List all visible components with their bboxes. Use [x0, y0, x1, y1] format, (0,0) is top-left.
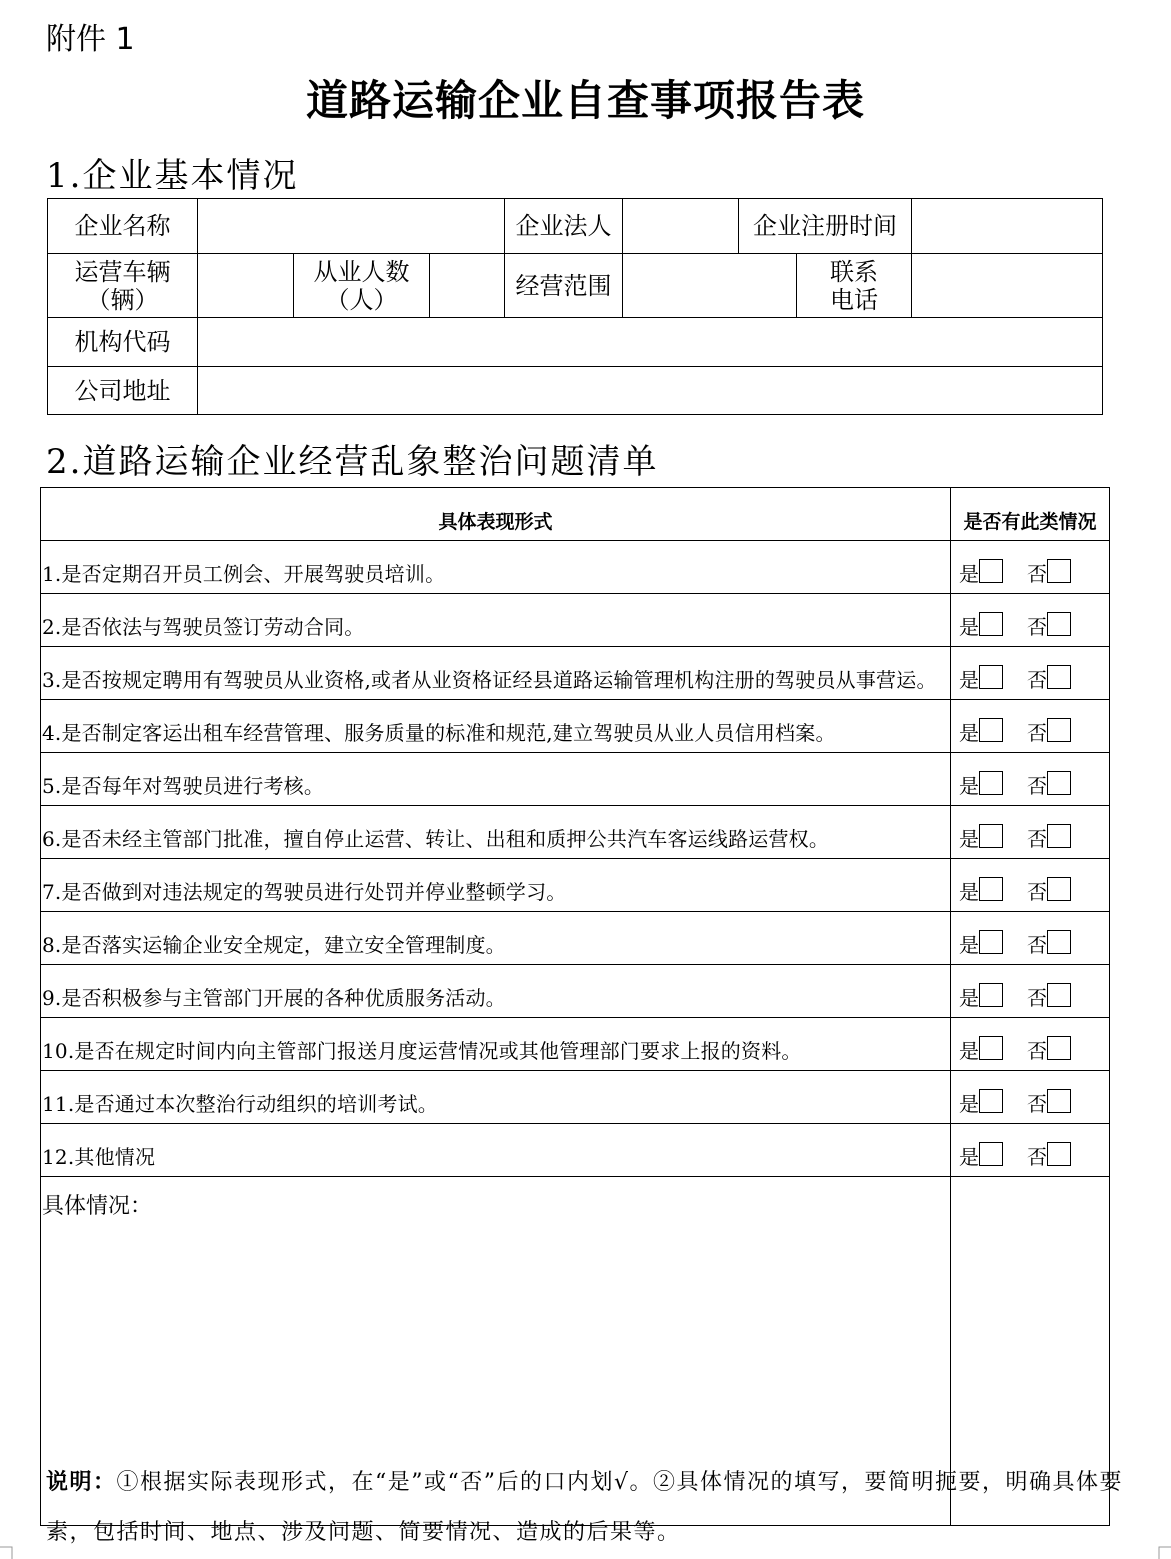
- issue-text: 1.是否定期召开员工例会、开展驾驶员培训。: [41, 541, 951, 594]
- vehicles-label-line1: 运营车辆: [74, 257, 171, 286]
- yes-label: 是: [959, 1092, 979, 1116]
- registration-time-label: 企业注册时间: [739, 199, 912, 254]
- table-row: [41, 594, 1110, 647]
- yes-checkbox[interactable]: [979, 1036, 1003, 1060]
- yes-checkbox[interactable]: [979, 824, 1003, 848]
- business-scope-field[interactable]: [623, 254, 797, 318]
- table-row: [41, 541, 1110, 594]
- contact-label-line1: 联系: [830, 257, 879, 286]
- yes-no-cell: [951, 647, 1110, 700]
- table-row: [41, 1124, 1110, 1177]
- note-text: ①根据实际表现形式，在“是”或“否”后的口内划√。②具体情况的填写，要简明扼要，明确具体要素，包括时间、地点、涉及问题、简要情况、造成的后果等。: [46, 1470, 1124, 1545]
- yes-no-cell: [951, 965, 1110, 1018]
- table-row: [41, 806, 1110, 859]
- yes-no-cell: [951, 1018, 1110, 1071]
- company-name-label: 企业名称: [48, 199, 198, 254]
- no-label: 否: [1027, 933, 1047, 957]
- no-label: 否: [1027, 721, 1047, 745]
- employees-label-line2: （人）: [325, 285, 398, 314]
- no-checkbox[interactable]: [1047, 559, 1071, 583]
- employees-label-line1: 从业人数: [313, 257, 410, 286]
- yes-checkbox[interactable]: [979, 612, 1003, 636]
- issue-text: 8.是否落实运输企业安全规定，建立安全管理制度。: [41, 912, 951, 965]
- yes-checkbox[interactable]: [979, 1089, 1003, 1113]
- org-code-field[interactable]: [198, 318, 1103, 367]
- employees-field[interactable]: [430, 254, 505, 318]
- company-info-table: [47, 198, 1103, 415]
- no-checkbox[interactable]: [1047, 824, 1071, 848]
- no-checkbox[interactable]: [1047, 930, 1071, 954]
- table-row: [41, 912, 1110, 965]
- table-row: [41, 647, 1110, 700]
- yes-checkbox[interactable]: [979, 877, 1003, 901]
- no-label: 否: [1027, 562, 1047, 586]
- yes-checkbox[interactable]: [979, 718, 1003, 742]
- no-label: 否: [1027, 1039, 1047, 1063]
- yes-checkbox[interactable]: [979, 771, 1003, 795]
- no-label: 否: [1027, 827, 1047, 851]
- vehicles-field[interactable]: [198, 254, 294, 318]
- no-checkbox[interactable]: [1047, 877, 1071, 901]
- no-checkbox[interactable]: [1047, 612, 1071, 636]
- yes-no-cell: [951, 859, 1110, 912]
- vehicles-label: [48, 254, 198, 318]
- no-checkbox[interactable]: [1047, 983, 1071, 1007]
- table-row: [41, 700, 1110, 753]
- table-row: [41, 965, 1110, 1018]
- page-title: 道路运输企业自查事项报告表: [305, 76, 865, 125]
- no-checkbox[interactable]: [1047, 665, 1071, 689]
- legal-person-label: 企业法人: [505, 199, 623, 254]
- address-field[interactable]: [198, 367, 1103, 415]
- no-checkbox[interactable]: [1047, 1089, 1071, 1113]
- contact-label: [797, 254, 912, 318]
- yes-checkbox[interactable]: [979, 665, 1003, 689]
- issue-text: 6.是否未经主管部门批准，擅自停止运营、转让、出租和质押公共汽车客运线路运营权。: [41, 806, 951, 859]
- yes-no-cell: [951, 912, 1110, 965]
- no-label: 否: [1027, 1092, 1047, 1116]
- yes-checkbox[interactable]: [979, 559, 1003, 583]
- registration-time-field[interactable]: [912, 199, 1103, 254]
- no-checkbox[interactable]: [1047, 771, 1071, 795]
- issue-text: 3.是否按规定聘用有驾驶员从业资格,或者从业资格证经县道路运输管理机构注册的驾驶员从事营运。: [41, 647, 951, 700]
- yes-no-cell: [951, 594, 1110, 647]
- contact-label-line2: 电话: [830, 285, 879, 314]
- company-name-field[interactable]: [198, 199, 505, 254]
- issue-text: 7.是否做到对违法规定的驾驶员进行处罚并停业整顿学习。: [41, 859, 951, 912]
- issue-text: 5.是否每年对驾驶员进行考核。: [41, 753, 951, 806]
- attachment-label: 附件 1: [46, 22, 135, 57]
- no-label: 否: [1027, 986, 1047, 1010]
- detail-label: 具体情况：: [42, 1194, 153, 1219]
- issue-text: 4.是否制定客运出租车经营管理、服务质量的标准和规范,建立驾驶员从业人员信用档案。: [41, 700, 951, 753]
- issue-text: 2.是否依法与驾驶员签订劳动合同。: [41, 594, 951, 647]
- column-header-status: 是否有此类情况: [951, 488, 1110, 541]
- issue-text: 11.是否通过本次整治行动组织的培训考试。: [41, 1071, 951, 1124]
- table-row: [41, 753, 1110, 806]
- table-row: [41, 1018, 1110, 1071]
- yes-no-cell: [951, 700, 1110, 753]
- address-label: 公司地址: [48, 367, 198, 415]
- table-row: [41, 859, 1110, 912]
- business-scope-label: 经营范围: [505, 254, 623, 318]
- issues-table: [40, 487, 1110, 1526]
- no-checkbox[interactable]: [1047, 1142, 1071, 1166]
- corner-mark-icon: [1157, 1545, 1171, 1559]
- note-prefix: 说明：: [46, 1470, 117, 1495]
- no-label: 否: [1027, 880, 1047, 904]
- yes-label: 是: [959, 721, 979, 745]
- yes-no-cell: [951, 1071, 1110, 1124]
- issue-text: 10.是否在规定时间内向主管部门报送月度运营情况或其他管理部门要求上报的资料。: [41, 1018, 951, 1071]
- column-header-form: 具体表现形式: [41, 488, 951, 541]
- contact-field[interactable]: [912, 254, 1103, 318]
- org-code-label: 机构代码: [48, 318, 198, 367]
- yes-no-cell: [951, 541, 1110, 594]
- yes-label: 是: [959, 1145, 979, 1169]
- no-label: 否: [1027, 615, 1047, 639]
- yes-no-cell: [951, 753, 1110, 806]
- no-label: 否: [1027, 774, 1047, 798]
- yes-label: 是: [959, 774, 979, 798]
- employees-label: [294, 254, 430, 318]
- yes-no-cell: [951, 806, 1110, 859]
- vehicles-label-line2: （辆）: [86, 285, 159, 314]
- yes-label: 是: [959, 615, 979, 639]
- legal-person-field[interactable]: [623, 199, 739, 254]
- yes-label: 是: [959, 827, 979, 851]
- yes-checkbox[interactable]: [979, 930, 1003, 954]
- yes-label: 是: [959, 880, 979, 904]
- no-label: 否: [1027, 668, 1047, 692]
- section1-heading: 1.企业基本情况: [46, 156, 299, 196]
- yes-checkbox[interactable]: [979, 983, 1003, 1007]
- yes-no-cell: [951, 1124, 1110, 1177]
- yes-label: 是: [959, 986, 979, 1010]
- yes-label: 是: [959, 668, 979, 692]
- no-checkbox[interactable]: [1047, 718, 1071, 742]
- no-label: 否: [1027, 1145, 1047, 1169]
- no-checkbox[interactable]: [1047, 1036, 1071, 1060]
- yes-label: 是: [959, 1039, 979, 1063]
- issue-text: 12.其他情况: [41, 1124, 951, 1177]
- yes-label: 是: [959, 562, 979, 586]
- note: [46, 1458, 1126, 1558]
- yes-checkbox[interactable]: [979, 1142, 1003, 1166]
- yes-label: 是: [959, 933, 979, 957]
- table-row: [41, 1071, 1110, 1124]
- section2-heading: 2.道路运输企业经营乱象整治问题清单: [46, 442, 659, 482]
- corner-mark-icon: [0, 1545, 14, 1559]
- issue-text: 9.是否积极参与主管部门开展的各种优质服务活动。: [41, 965, 951, 1018]
